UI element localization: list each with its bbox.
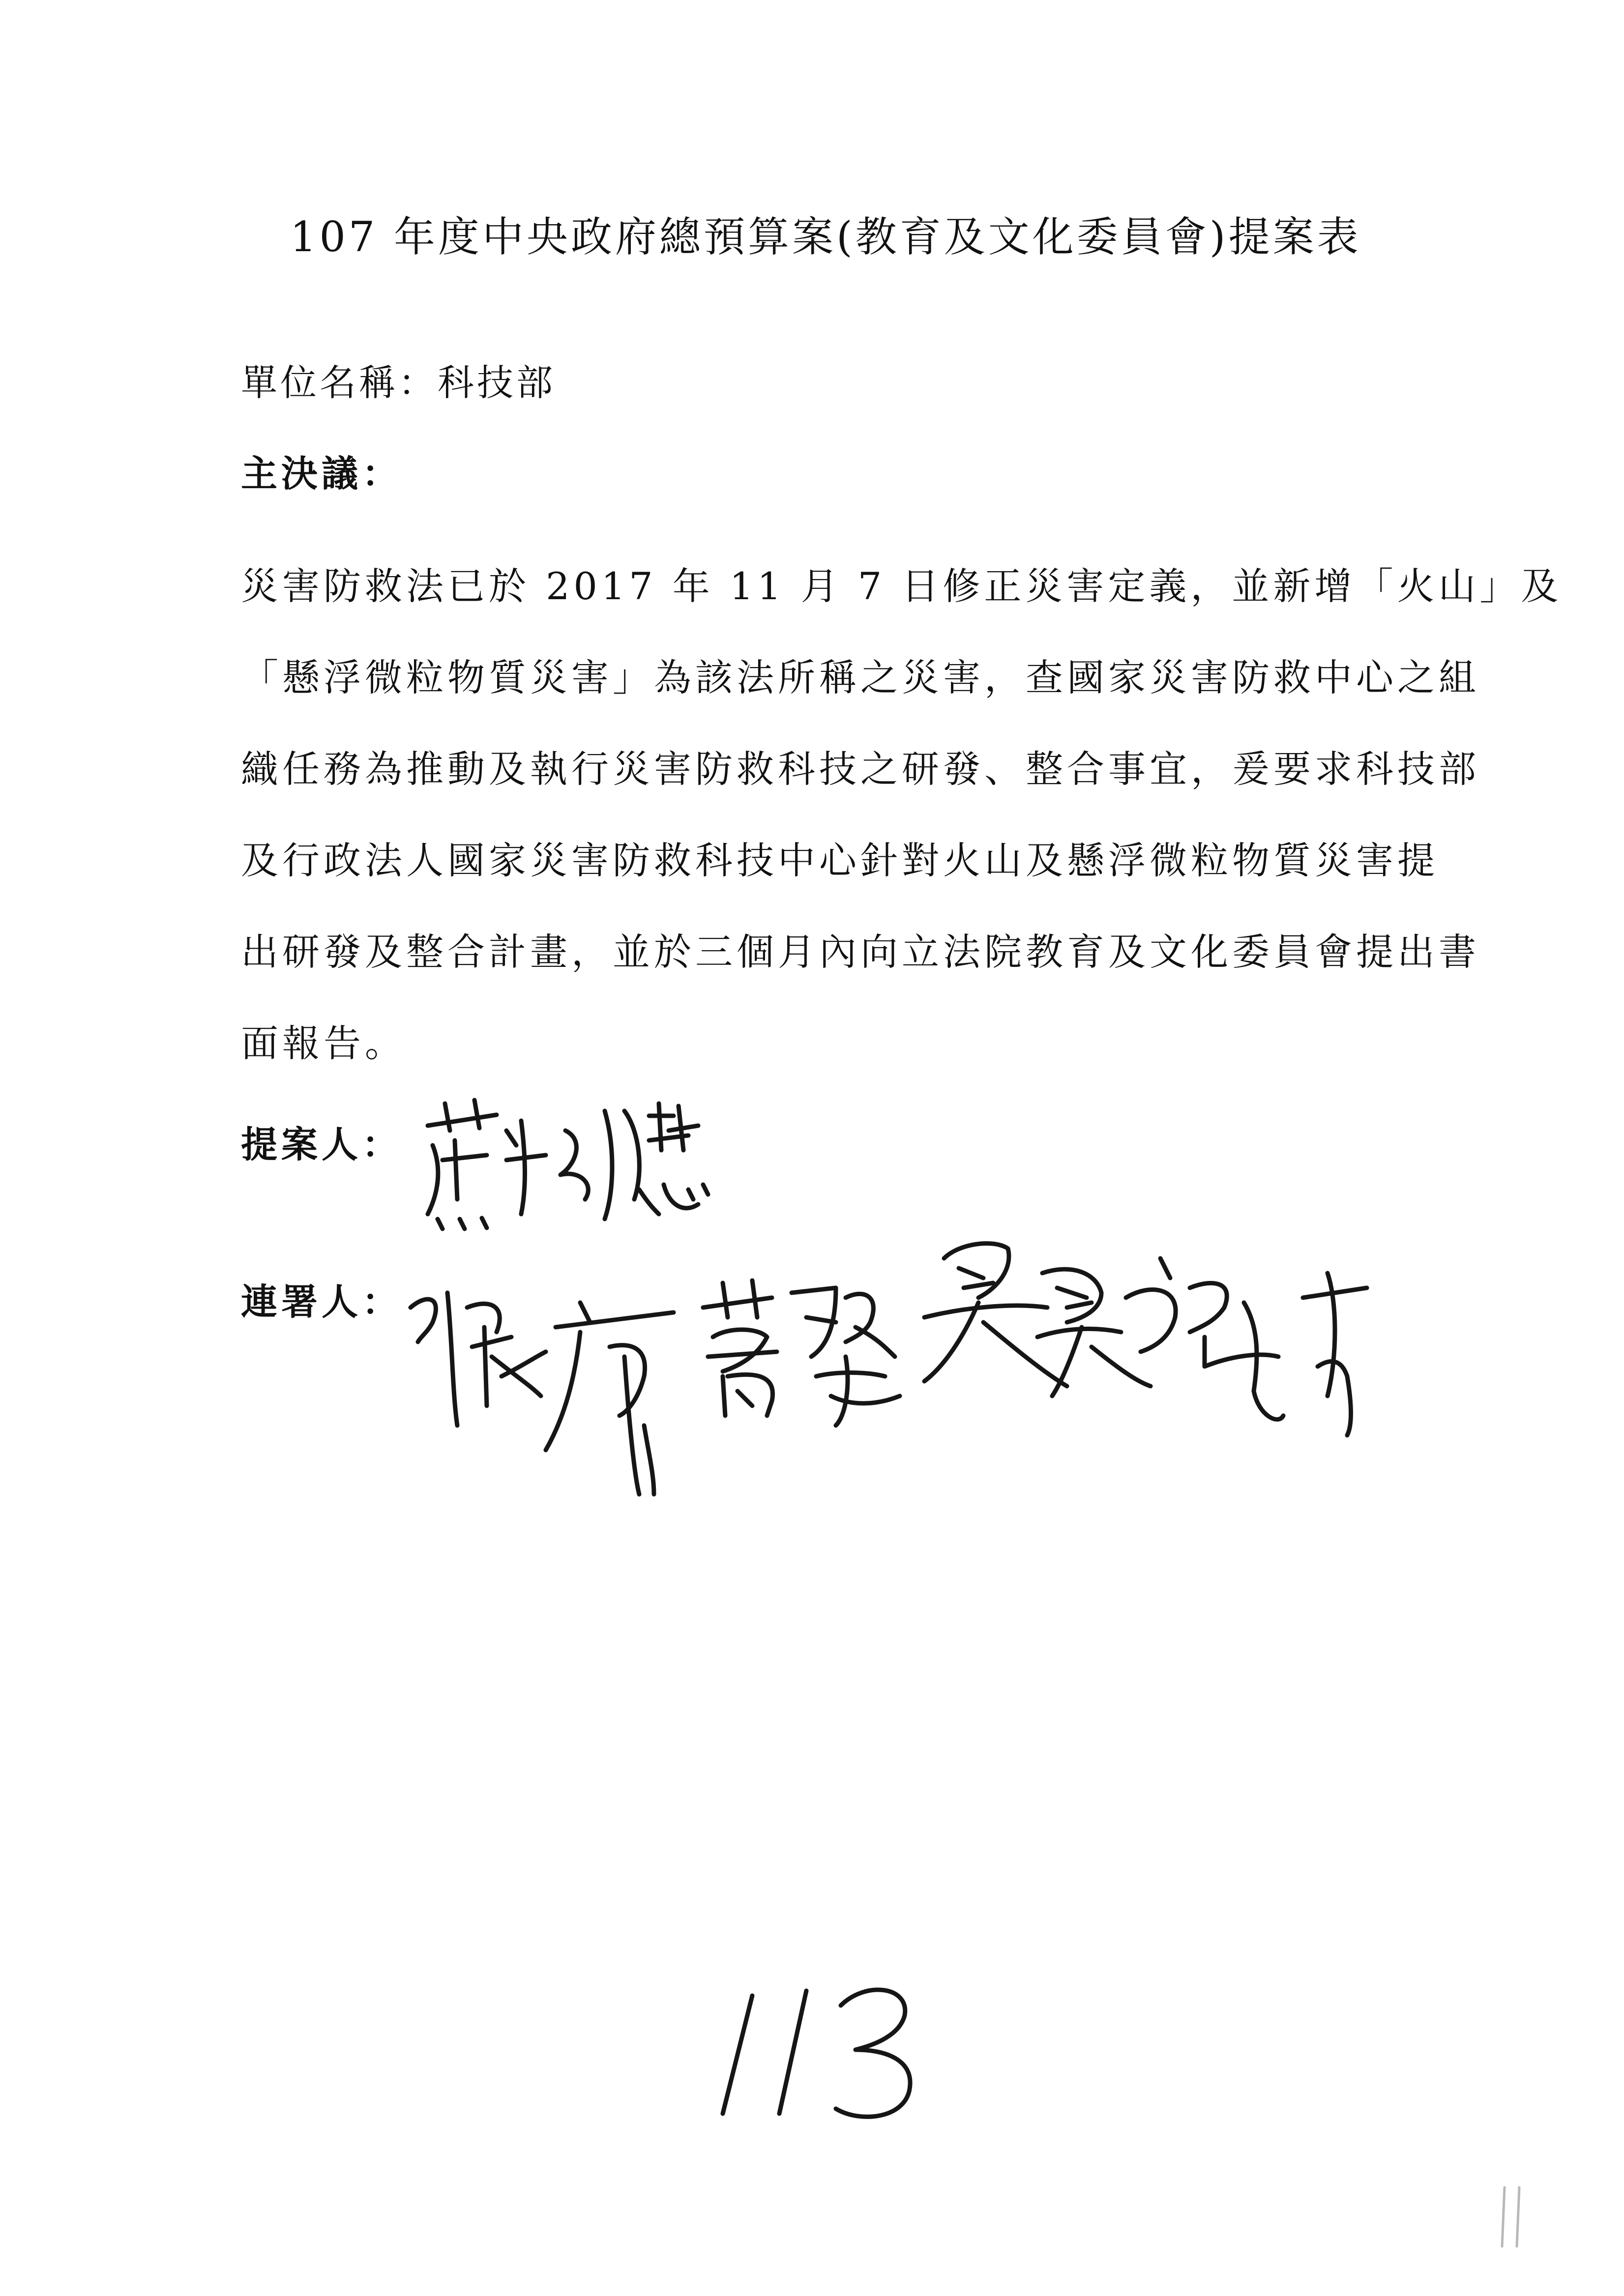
resolution-line: 出研發及整合計畫，並於三個月內向立法院教育及文化委員會提出書	[241, 930, 1480, 974]
proposer-signature	[428, 1100, 708, 1229]
cosigner-signature	[411, 1244, 1367, 1494]
resolution-heading: 主決議：	[241, 453, 402, 495]
proposer-label: 提案人：	[241, 1124, 402, 1166]
resolution-line: 災害防救法已於 2017 年 11 月 7 日修正災害定義，並新增「火山」及	[241, 564, 1563, 608]
cosigner-label: 連署人：	[241, 1281, 402, 1323]
resolution-body	[241, 541, 1563, 1089]
resolution-line: 及行政法人國家災害防救科技中心針對火山及懸浮微粒物質災害提	[241, 839, 1439, 882]
resolution-line: 織任務為推動及執行災害防救科技之研發、整合事宜，爰要求科技部	[241, 747, 1480, 791]
scan-mark	[1502, 2187, 1519, 2246]
resolution-line: 「懸浮微粒物質災害」為該法所稱之災害，查國家災害防救中心之組	[241, 656, 1480, 699]
document-title: 107 年度中央政府總預算案(教育及文化委員會)提案表	[290, 213, 1361, 261]
resolution-line: 面報告。	[241, 1021, 406, 1065]
page-number	[723, 1990, 910, 2117]
unit-name: 單位名稱：科技部	[241, 362, 556, 404]
